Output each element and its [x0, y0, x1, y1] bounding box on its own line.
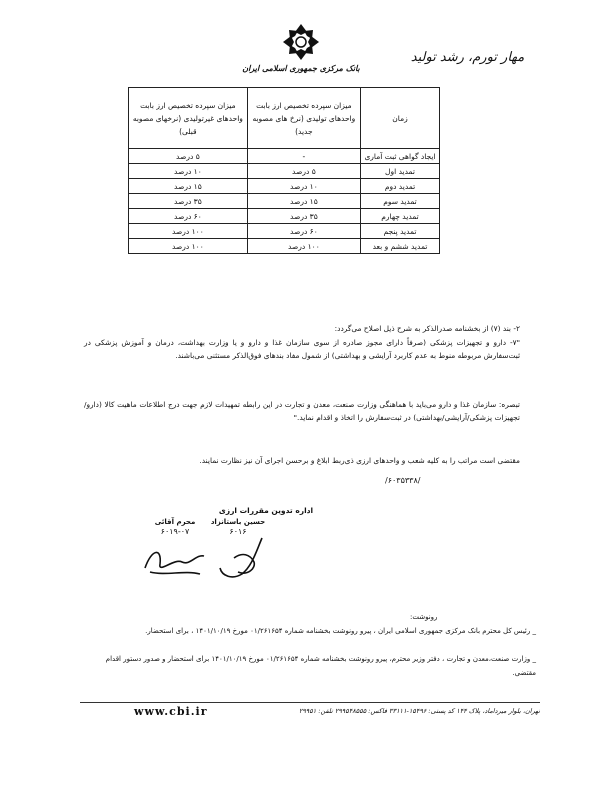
table-cell: تمدید پنجم: [361, 224, 440, 239]
table-cell: تمدید سوم: [361, 194, 440, 209]
table-row: [129, 239, 440, 254]
table-cell: ۱۰۰ درصد: [129, 224, 248, 239]
footer-address: تهران، بلوار میرداماد، پلاک ۱۴۴ کد پستی: ۱۵۴۹۶-۳۳۱۱۱ فاکس: ۲۹۹۵۴۸۵۵۵ تلفن: ۲۹۹۵۱: [298, 707, 540, 715]
bank-logo-block: [236, 22, 366, 84]
table-cell: ۱۵ درصد: [129, 179, 248, 194]
slogan: [395, 44, 540, 76]
signature-right-mark: [212, 532, 272, 584]
table-cell: تمدید چهارم: [361, 209, 440, 224]
table-row: [129, 209, 440, 224]
cc-item: _ رئیس کل محترم بانک مرکزی جمهوری اسلامی ایران ، پیرو رونوشت بخشنامه شماره ۰۱/۲۶۱۶۵۴ مورخ ۱۴۰۱/۱۰/۱۹ ، برای استحضار.: [145, 627, 536, 635]
table-cell: ۶۰ درصد: [129, 209, 248, 224]
signatory-left-code: ۶۰۱۹-۰۷: [160, 527, 190, 536]
table-cell: ۱۵ درصد: [247, 194, 360, 209]
deposit-rates-table: [128, 87, 440, 254]
table-header-cell: میزان سپرده تخصیص ارز بابت واحدهای تولیدی (نرخ های مصوبه جدید): [247, 88, 360, 149]
table-header-row: [129, 88, 440, 149]
footer-divider: [80, 702, 540, 703]
table-cell: -: [247, 149, 360, 164]
paragraph-closing: مقتضی است مراتب را به کلیه شعب و واحدهای ارزی ذی‌ربط ابلاغ و برحسن اجرای آن نیز نظارت نمایند.: [199, 456, 520, 465]
table-cell: ۳۵ درصد: [247, 209, 360, 224]
signatory-left-name: محرم آقائی: [154, 518, 196, 526]
paragraph-clause-7: "۷- دارو و تجهیزات پزشکی (صرفاً دارای مجوز صادره از سوی سازمان غذا و دارو و یا وزارت بهداشت، درمان و آموزش پزشکی در ثبت‌سفارش مربوطه منوط به عدم کاربرد آرایشی و بهداشتی) از شمول مفاد بندهای فوق‌الذکر مستثنی می‌باشند.: [84, 338, 520, 360]
table-cell: تمدید ششم و بعد: [361, 239, 440, 254]
table-cell: ۳۵ درصد: [129, 194, 248, 209]
bank-name: بانک مرکزی جمهوری اسلامی ایران: [242, 63, 360, 73]
slogan-text: مهار تورم، رشد تولید: [410, 50, 525, 65]
table-cell: ۱۰۰ درصد: [247, 239, 360, 254]
table-cell: ۶۰ درصد: [247, 224, 360, 239]
cc-label: رونوشت:: [410, 613, 438, 621]
table-header-cell: زمان: [361, 88, 440, 149]
table-cell: ایجاد گواهی ثبت آماری: [361, 149, 440, 164]
table-cell: تمدید اول: [361, 164, 440, 179]
table-cell: ۱۰ درصد: [247, 179, 360, 194]
table-row: [129, 194, 440, 209]
table-cell: ۱۰۰ درصد: [129, 239, 248, 254]
table-cell: ۱۰ درصد: [129, 164, 248, 179]
bank-logo-icon: [281, 22, 321, 62]
table-row: [129, 164, 440, 179]
signatory-right-code: ۶۰۱۶: [229, 527, 247, 536]
table-header-cell: میزان سپرده تخصیص ارز بابت واحدهای غیرتولیدی (نرخهای مصوبه قبلی): [129, 88, 248, 149]
reference-number: /۶۰۳۵۳۳۸/: [385, 476, 421, 485]
table-row: [129, 224, 440, 239]
signature-left-mark: [140, 540, 210, 580]
table-row: [129, 149, 440, 164]
table-cell: ۵ درصد: [247, 164, 360, 179]
paragraph-amendment-heading: ۲- بند (۷) از بخشنامه صدرالذکر به شرح ذیل اصلاح می‌گردد:: [334, 324, 520, 333]
department-title: اداره تدوین مقررات ارزی: [218, 506, 314, 515]
table-cell: تمدید دوم: [361, 179, 440, 194]
table-row: [129, 179, 440, 194]
table-cell: ۵ درصد: [129, 149, 248, 164]
cc-item: _ وزارت صنعت،معدن و تجارت ، دفتر وزیر محترم، پیرو رونوشت بخشنامه شماره ۰۱/۲۶۱۶۵۴ مورخ ۱۴۰۱/۱۰/۱۹ برای استحضار و صدور دستور اقدام مقتضی.: [105, 655, 536, 677]
signatory-right-name: حسین باستانزاد: [210, 518, 266, 526]
paragraph-note: تبصره: سازمان غذا و دارو می‌باید با هماهنگی وزارت صنعت، معدن و تجارت در این رابطه تمهیدات لازم جهت درج اطلاعات ماهیت کالا (دارو/تجهیزات پزشکی/آرایشی/بهداشتی) در ثبت‌سفارش را اتخاذ و اقدام نماید.": [84, 400, 520, 422]
website-link[interactable]: www.cbi.ir: [134, 705, 208, 718]
